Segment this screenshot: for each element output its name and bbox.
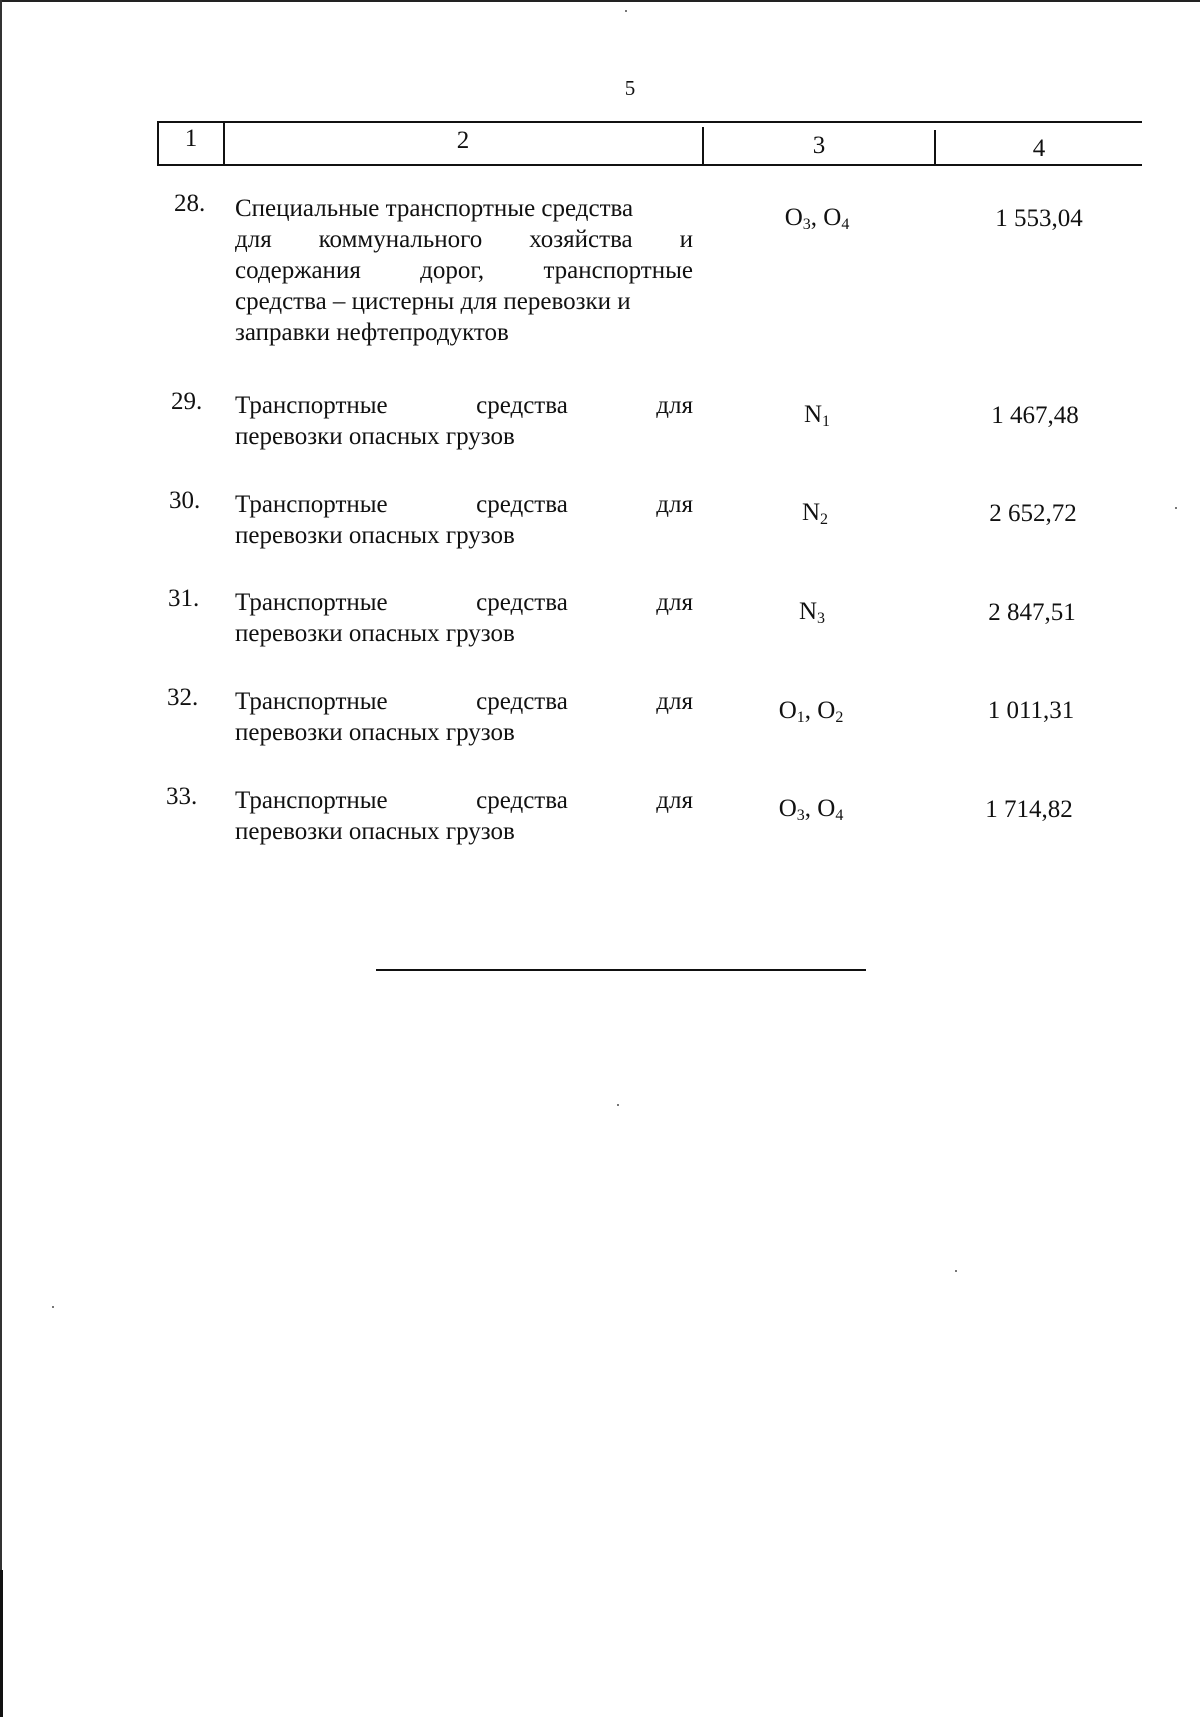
row-category: $O_3$, $O_4$ [778,795,844,824]
row-number: 29. [171,388,203,415]
description-line: Транспортные средства для [235,589,693,616]
description-line: Транспортные средства для [235,491,693,518]
description-line: перевозки опасных грузов [235,522,515,549]
row-category: $O_3$, $O_4$ [784,204,850,233]
end-rule [376,969,866,971]
row-value: 1 714,82 [985,796,1073,823]
row-description [235,489,693,551]
description-line: заправки нефтепродуктов [235,319,509,346]
scan-speck [625,10,627,12]
description-line: для коммунального хозяйства и [235,226,693,253]
row-value: 2 847,51 [988,599,1076,626]
scan-edge-top [0,0,1200,2]
row-category: $N_1$ [803,401,831,430]
description-line: Специальные транспортные средства [235,195,634,222]
description-line: перевозки опасных грузов [235,719,515,746]
row-number: 32. [167,684,199,711]
scan-speck [617,1104,619,1106]
scan-edge-left [0,0,2,1717]
description-line: Транспортные средства для [235,688,693,715]
row-description [235,193,693,348]
row-description [235,785,693,847]
scan-speck [52,1306,54,1308]
description-line: перевозки опасных грузов [235,620,515,647]
description-line: перевозки опасных грузов [235,423,515,450]
header-col-3: 3 [812,132,826,159]
description-line: перевозки опасных грузов [235,818,515,845]
row-number: 28. [174,190,206,217]
header-bottom-line [158,164,1142,166]
row-value: 2 652,72 [989,500,1077,527]
scan-edge-left-dark [0,1570,3,1717]
row-value: 1 467,48 [991,402,1079,429]
description-line: Транспортные средства для [235,392,693,419]
row-number: 30. [169,487,201,514]
description-line: содержания дорог, транспортные [235,257,693,284]
header-col-2: 2 [456,127,470,154]
header-col-1: 1 [184,125,198,152]
row-description [235,686,693,748]
header-col-4: 4 [1032,135,1046,162]
row-value: 1 011,31 [987,697,1075,724]
scan-speck [955,1270,957,1272]
row-number: 33. [166,783,198,810]
row-description [235,587,693,649]
description-line: средства – цистерны для перевозки и [235,288,631,315]
row-category: $N_3$ [798,598,826,627]
scan-speck [1175,507,1177,509]
row-number: 31. [168,585,200,612]
row-category: $O_1$, $O_2$ [778,697,844,726]
row-value: 1 553,04 [995,205,1083,232]
row-category: $N_2$ [801,499,829,528]
header-top-line [158,121,1142,123]
description-line: Транспортные средства для [235,787,693,814]
page-number: 5 [624,76,636,100]
row-description [235,390,693,452]
